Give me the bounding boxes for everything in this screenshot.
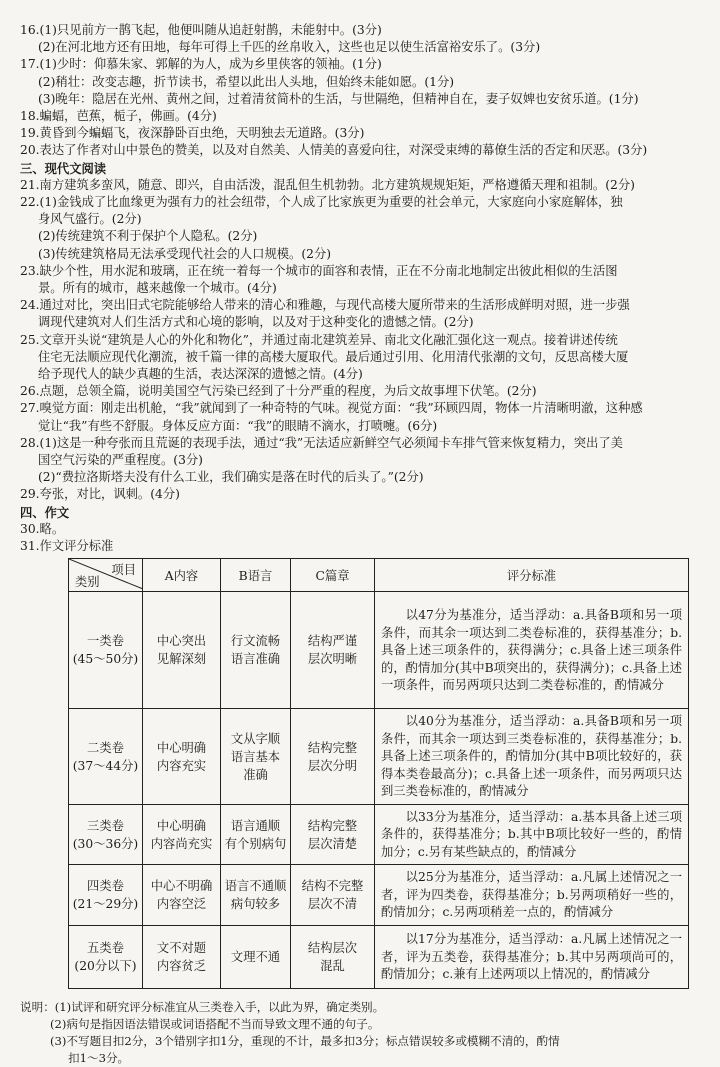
category-cell [69, 592, 143, 709]
category-cell [69, 709, 143, 805]
criteria-cell: 以33分为基准分，适当浮动：a.基本具备上述三项条件的，获得基准分；b.其中B项比较好一些的，酌情加分；c.另有某些缺点的，酌情减分 [375, 804, 689, 865]
language-cell [221, 804, 291, 865]
structure-cell-text: 结构不完整 [301, 879, 364, 894]
language-cell-text: 行文流畅 [230, 634, 281, 649]
header-criteria: 评分标准 [375, 559, 689, 592]
language-cell-text: 语言不通顺 [224, 879, 287, 894]
answer-line: 觉让“我”有些不舒服。身体反应方面：“我”的眼睛不滴水，打喷嚏。(6分) [38, 418, 438, 433]
answer-line: (2)传统建筑不利于保护个人隐私。(2分) [38, 229, 258, 244]
note-2: (2)病句是指因语法错误或词语搭配不当而导致文理不通的句子。 [50, 1016, 380, 1031]
answer-line: 给予现代人的缺少真趣的生活，表达深深的遗憾之情。(4分) [38, 367, 363, 382]
answer-line: 18.蝙蝠，芭蕉，栀子，佛画。(4分) [20, 109, 217, 124]
essay-rubric-table [68, 558, 689, 989]
section-heading-essay: 四、作文 [20, 504, 70, 520]
category-cell [69, 804, 143, 865]
category-cell-text: 三类卷 [87, 818, 124, 833]
structure-cell-text: 结构层次 [307, 940, 358, 955]
structure-cell-text: 层次清楚 [307, 836, 358, 851]
category-cell [69, 925, 143, 988]
criteria-cell: 以17分为基准分，适当浮动：a.凡属上述情况之一者，评为五类卷，获得基准分；b.其中另两项尚可的，酌情加分；c.兼有上述两项以上情况的，酌情减分 [375, 925, 689, 988]
structure-cell-text: 层次不清 [307, 897, 358, 912]
category-cell-text: 五类卷 [87, 940, 124, 955]
language-cell-text: 准确 [243, 767, 268, 782]
language-cell-text: 病句较多 [230, 897, 281, 912]
content-cell [143, 592, 221, 709]
structure-cell-text: 混乱 [320, 958, 345, 973]
answer-block-modern [20, 177, 700, 504]
language-cell [221, 925, 291, 988]
language-cell [221, 865, 291, 926]
rubric-header-row [69, 559, 689, 592]
content-cell-text: 中心不明确 [150, 879, 213, 894]
answer-line: (2)在河北地方还有田地，每年可得上千匹的丝帛收入，这些也足以使生活富裕安乐了。(3分) [38, 40, 541, 55]
structure-cell [291, 804, 375, 865]
language-cell-text: 语言通顺 [230, 818, 281, 833]
section-heading-modern-reading: 三、现代文阅读 [20, 160, 107, 176]
content-cell-text: 中心突出 [156, 634, 207, 649]
note-3-continued: 扣1～3分。 [68, 1050, 130, 1065]
answer-block-classical [20, 22, 700, 160]
rubric-row [69, 709, 689, 805]
category-cell-text: 四类卷 [87, 879, 124, 894]
language-cell-text: 语言基本 [230, 749, 281, 764]
category-cell-text: (37～44分) [72, 758, 139, 773]
answer-line: (3)传统建筑格局无法承受现代社会的人口规模。(2分) [38, 246, 332, 261]
structure-cell [291, 925, 375, 988]
note-1: 说明：(1)试评和研究评分标准宜从三类卷入手，以此为界，确定类别。 [20, 999, 385, 1014]
content-cell-text: 内容贫乏 [156, 958, 207, 973]
content-cell-text: 内容尚充实 [150, 836, 213, 851]
content-cell [143, 925, 221, 988]
answer-line: (2)稍壮：改变志趣，折节读书，希望以此出人头地，但始终未能如愿。(1分) [38, 74, 455, 89]
answer-line: 19.黄昏到今蝙蝠飞，夜深静卧百虫绝，天明独去无道路。(3分) [20, 126, 365, 141]
answer-line: 身风气盛行。(2分) [38, 212, 142, 227]
content-cell [143, 804, 221, 865]
answer-line: 25.文章开头说“建筑是人心的外化和物化”，并通过南北建筑差异、南北文化融汇强化这一观点。接着讲述传统 [20, 332, 618, 347]
category-cell-text: (30～36分) [72, 836, 139, 851]
structure-cell [291, 709, 375, 805]
language-cell-text: 文从字顺 [230, 731, 281, 746]
category-cell-text: (21～29分) [72, 897, 139, 912]
answer-line: (3)晚年：隐居在光州、黄州之间，过着清贫简朴的生活，与世隔绝，但精神自在，妻子奴婢也安贫乐道。(1分) [38, 91, 639, 106]
answer-line: 景。所有的城市，越来越像一个城市。(4分) [38, 281, 277, 296]
answer-page [20, 22, 700, 1067]
criteria-cell: 以40分为基准分，适当浮动：a.具备B项和另一项条件，而其余一项达到三类卷标准的，获得基准分；b.具备上述三项条件的，酌情加分(其中B项比较好的，获得本类卷最高分)；c.具备上述一项条件，而另两项只达到三类卷标准的，酌情减分 [375, 709, 689, 805]
answer-line: 16.(1)只见前方一鹊飞起，他便叫随从追赶射鹊，未能射中。(3分) [20, 23, 382, 37]
answer-line: (2)“费拉洛斯塔夫没有什么工业，我们确实是落在时代的后头了。”(2分) [38, 470, 424, 485]
header-language: B语言 [221, 559, 291, 592]
structure-cell-text: 结构严谨 [307, 634, 358, 649]
answer-line: 国空气污染的严重程度。(3分) [38, 453, 203, 468]
language-cell-text: 语言准确 [230, 652, 281, 667]
structure-cell [291, 592, 375, 709]
criteria-cell: 以47分为基准分，适当浮动：a.具备B项和另一项条件，而其余一项达到二类卷标准的，获得基准分；b.具备上述三项条件的，获得满分；c.具备上述三项条件的，酌情加分(其中B项突出的，获得满分)；c.具备上述一项条件，而另两项只达到二类卷标准的，酌情减分 [375, 592, 689, 709]
rubric-row [69, 592, 689, 709]
answer-line: 26.点题，总领全篇，说明美国空气污染已经到了十分严重的程度，为后文故事埋下伏笔。(2分) [20, 384, 537, 399]
answer-line: 22.(1)金钱成了比血缘更为强有力的社会纽带，个人成了比家族更为重要的社会单元，大家庭向小家庭解体，独 [20, 195, 623, 210]
answer-line: 17.(1)少时：仰慕朱家、郭解的为人，成为乡里侠客的领袖。(1分) [20, 57, 382, 72]
content-cell-text: 内容充实 [156, 758, 207, 773]
content-cell-text: 中心明确 [156, 740, 207, 755]
answer-line: 23.缺少个性，用水泥和玻璃，正在统一着每一个城市的面容和表情，正在不分南北地制定出彼此相似的生活图 [20, 263, 618, 278]
header-class-label: 类别 [75, 575, 100, 590]
structure-cell-text: 层次明晰 [307, 652, 358, 667]
content-cell [143, 865, 221, 926]
language-cell-text: 文理不通 [230, 949, 281, 964]
category-cell [69, 865, 143, 926]
structure-cell-text: 结构完整 [307, 818, 358, 833]
content-cell [143, 709, 221, 805]
criteria-cell: 以25分为基准分，适当浮动：a.凡属上述情况之一者，评为四类卷，获得基准分；b.另两项稍好一些的，酌情加分；c.另两项稍差一点的，酌情减分 [375, 865, 689, 926]
content-cell-text: 内容空泛 [156, 897, 207, 912]
language-cell-text: 有个别病句 [224, 836, 287, 851]
language-cell [221, 592, 291, 709]
answer-line: 20.表达了作者对山中景色的赞美，以及对自然美、人情美的喜爱向往，对深受束缚的幕僚生活的否定和厌恶。(3分) [20, 143, 648, 158]
header-diagonal-cell [69, 559, 143, 592]
rubric-row [69, 865, 689, 926]
structure-cell-text: 层次分明 [307, 758, 358, 773]
answer-line: 住宅无法顺应现代化潮流，被千篇一律的高楼大厦取代。最后通过引用、化用清代张潮的文句，反思高楼大厦 [38, 349, 629, 364]
answer-line: 21.南方建筑多蛮风，随意、即兴，自由活泼，混乱但生机勃勃。北方建筑规规矩矩，严格遵循天理和祖制。(2分) [20, 177, 635, 192]
content-cell-text: 见解深刻 [156, 652, 207, 667]
header-content: A内容 [143, 559, 221, 592]
answer-line: 调现代建筑对人们生活方式和心境的影响，以及对于这种变化的遗憾之情。(2分) [38, 315, 474, 330]
rubric-notes [20, 999, 700, 1067]
structure-cell-text: 结构完整 [307, 740, 358, 755]
answer-line: 24.通过对比，突出旧式宅院能够给人带来的清心和雅趣，与现代高楼大厦所带来的生活形成鲜明对照，进一步强 [20, 298, 630, 313]
rubric-title: 31.作文评分标准 [20, 539, 114, 554]
answer-line: 27.嗅觉方面：刚走出机舱，“我”就闻到了一种奇特的气味。视觉方面：“我”环顾四周，物体一片清晰明澈，这种感 [20, 401, 643, 416]
language-cell [221, 709, 291, 805]
header-item-label: 项目 [111, 563, 136, 578]
rubric-row [69, 804, 689, 865]
answer-30: 30.略。 [20, 521, 65, 536]
content-cell-text: 中心明确 [156, 818, 207, 833]
category-cell-text: (45～50分) [72, 652, 139, 667]
rubric-row [69, 925, 689, 988]
answer-line: 29.夸张，对比，讽刺。(4分) [20, 487, 180, 502]
note-3: (3)不写题目扣2分，3个错别字扣1分，重现的不计，最多扣3分；标点错误较多或模糊不清的，酌情 [50, 1033, 560, 1048]
structure-cell [291, 865, 375, 926]
category-cell-text: 二类卷 [87, 740, 124, 755]
answer-line: 28.(1)这是一种夸张而且荒诞的表现手法，通过“我”无法适应新鲜空气必须闻卡车排气管来恢复精力，突出了美 [20, 435, 623, 450]
content-cell-text: 文不对题 [156, 940, 207, 955]
header-structure: C篇章 [291, 559, 375, 592]
category-cell-text: (20分以下) [74, 958, 137, 973]
category-cell-text: 一类卷 [87, 634, 124, 649]
